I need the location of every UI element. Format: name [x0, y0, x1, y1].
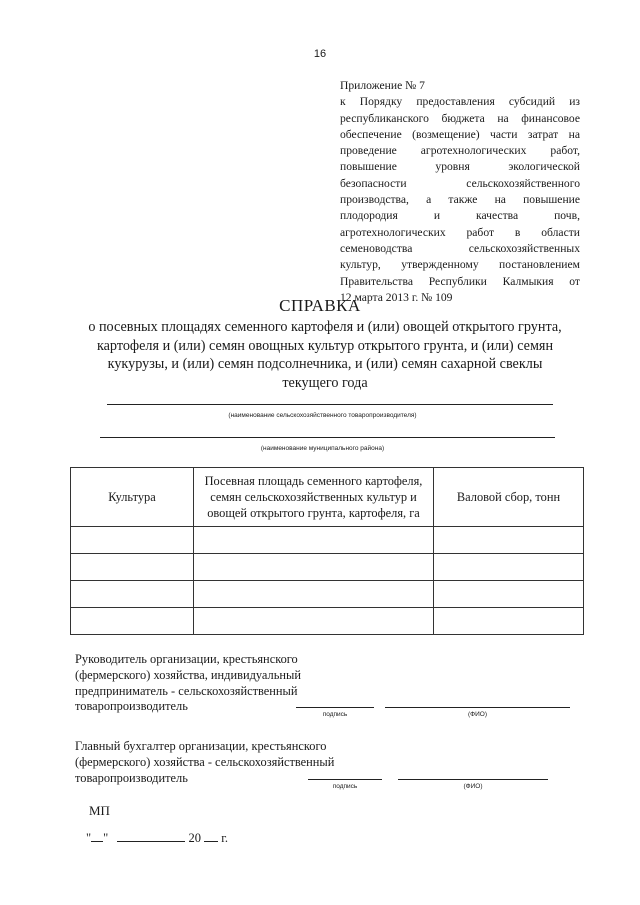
data-table: [70, 467, 584, 635]
table-cell[interactable]: [194, 554, 434, 581]
head-signature-line[interactable]: [296, 707, 374, 708]
appendix-line: проведение агротехнологических работ,: [340, 144, 580, 158]
document-subtitle: [70, 318, 580, 392]
appendix-label: Приложение № 7: [340, 79, 425, 92]
accountant-signature-caption: подпись: [332, 783, 358, 790]
date-quote-open: ": [86, 831, 92, 845]
header-area: Посевная площадь семенного картофеля, семян сельскохозяйственных культур и овощей открытого грунта, картофеля, га: [194, 468, 434, 527]
accountant-label-line: товаропроизводитель: [75, 770, 188, 785]
accountant-name-caption: (ФИО): [463, 783, 483, 790]
day-field[interactable]: [91, 841, 103, 842]
appendix-line: обеспечение (возмещение) части затрат на: [340, 127, 580, 141]
table-header-row: [71, 468, 584, 527]
appendix-last-line: 12 марта 2013 г. № 109: [340, 290, 453, 304]
date-quote-close: ": [103, 831, 109, 845]
producer-name-line: [107, 404, 553, 405]
head-name-line[interactable]: [385, 707, 570, 708]
year-field[interactable]: [204, 841, 218, 842]
table-cell[interactable]: [194, 527, 434, 554]
subtitle-line: картофеля и (или) семян овощных культур открытого грунта, и (или) семян: [96, 337, 554, 354]
appendix-block: [340, 78, 580, 306]
head-signature-label: [75, 652, 301, 715]
table-row: [71, 554, 584, 581]
head-label-line: предприниматель - сельскохозяйственный: [75, 683, 298, 698]
appendix-line: агротехнологических работ в области: [340, 225, 580, 239]
municipality-line: [100, 437, 555, 438]
header-culture: Культура: [71, 468, 194, 527]
head-label-line: товаропроизводитель: [75, 699, 188, 714]
table-cell[interactable]: [434, 527, 584, 554]
table-row: [71, 581, 584, 608]
table-cell[interactable]: [71, 554, 194, 581]
appendix-line: Правительства Республики Калмыкия от: [340, 274, 580, 288]
header-yield: Валовой сбор, тонн: [434, 468, 584, 527]
municipality-caption: (наименование муниципального района): [260, 445, 385, 452]
accountant-signature-line[interactable]: [308, 779, 382, 780]
producer-caption: (наименование сельскохозяйственного товаропроизводителя): [228, 412, 417, 419]
accountant-label-line: Главный бухгалтер организации, крестьянского: [75, 739, 327, 753]
subtitle-line: о посевных площадях семенного картофеля и (или) овощей открытого грунта,: [88, 319, 562, 335]
appendix-line: производства, а также на повышение: [340, 193, 580, 207]
year-suffix: г.: [221, 831, 229, 845]
table-cell[interactable]: [71, 608, 194, 635]
appendix-line: семеноводства сельскохозяйственных: [340, 241, 580, 255]
table-cell[interactable]: [434, 608, 584, 635]
accountant-name-line[interactable]: [398, 779, 548, 780]
appendix-line: культур, утвержденному постановлением: [340, 258, 580, 272]
table-cell[interactable]: [71, 581, 194, 608]
document-title: СПРАВКА: [279, 296, 361, 315]
table-cell[interactable]: [71, 527, 194, 554]
appendix-line: повышение уровня экологической: [340, 160, 580, 174]
page-number: 16: [313, 48, 327, 60]
head-label-line: Руководитель организации, крестьянского: [75, 652, 298, 666]
accountant-signature-label: [75, 739, 334, 786]
appendix-text: [340, 94, 580, 290]
appendix-line: к Порядку предоставления субсидий из: [340, 95, 580, 109]
accountant-label-line: (фермерского) хозяйства - сельскохозяйственный: [75, 754, 335, 769]
table-cell[interactable]: [434, 554, 584, 581]
table-row: [71, 608, 584, 635]
table-cell[interactable]: [194, 608, 434, 635]
head-name-caption: (ФИО): [468, 711, 487, 718]
year-prefix: 20: [188, 831, 201, 845]
head-label-line: (фермерского) хозяйства, индивидуальный: [75, 667, 301, 682]
table-row: [71, 527, 584, 554]
table-cell[interactable]: [434, 581, 584, 608]
date-line: [86, 831, 228, 846]
subtitle-line: текущего года: [282, 374, 368, 391]
appendix-line: республиканского бюджета на финансовое: [340, 111, 580, 125]
head-signature-caption: подпись: [322, 711, 348, 718]
month-field[interactable]: [117, 841, 185, 842]
appendix-line: безопасности сельскохозяйственного: [340, 176, 580, 190]
subtitle-line: кукурузы, и (или) семян подсолнечника, и (или) семян сахарной свеклы: [107, 356, 543, 372]
appendix-line: плодородия и качества почв,: [340, 209, 580, 223]
stamp-label: МП: [89, 803, 110, 818]
table-cell[interactable]: [194, 581, 434, 608]
